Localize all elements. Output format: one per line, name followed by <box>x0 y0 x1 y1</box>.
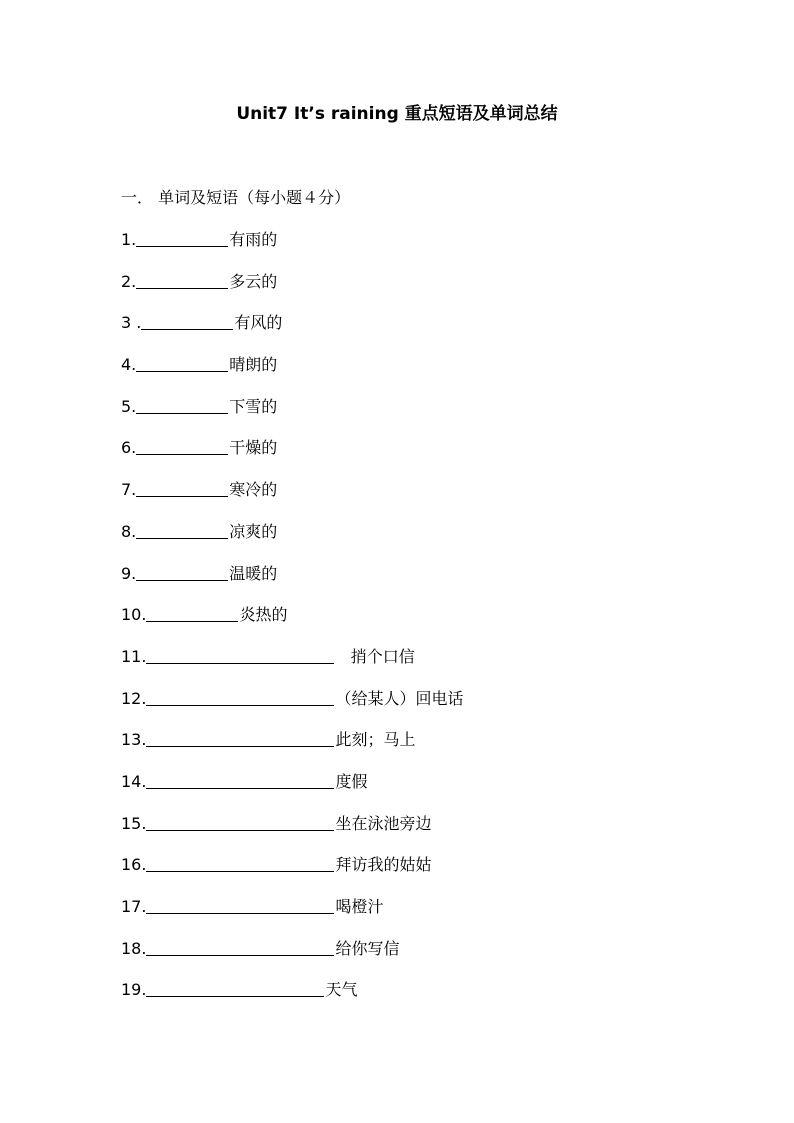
item-meaning: 干燥的 <box>229 438 278 458</box>
list-item <box>121 645 741 687</box>
item-number: 15. <box>121 813 147 833</box>
answer-blank[interactable] <box>136 436 228 455</box>
list-item <box>121 228 741 270</box>
item-number: 12. <box>121 688 147 708</box>
item-meaning: 下雪的 <box>229 396 278 416</box>
list-item <box>121 520 741 562</box>
item-number: 17. <box>121 897 147 916</box>
item-number: 2. <box>121 271 137 291</box>
item-meaning: 天气 <box>325 980 358 1000</box>
section-heading: 一． 单词及短语（每小题４分） <box>121 188 351 207</box>
exercise-list <box>121 228 741 1020</box>
item-number: 1. <box>121 230 137 249</box>
list-item <box>121 353 741 395</box>
list-item <box>121 770 741 812</box>
list-item <box>121 603 741 645</box>
list-item <box>121 978 741 1020</box>
list-item <box>121 853 741 895</box>
item-meaning: 此刻；马上 <box>335 730 416 750</box>
item-number: 18. <box>121 938 147 958</box>
item-meaning: 多云的 <box>229 271 278 291</box>
answer-blank[interactable] <box>146 687 334 706</box>
item-meaning: 晴朗的 <box>229 355 278 375</box>
answer-blank[interactable] <box>141 311 233 330</box>
list-item <box>121 478 741 520</box>
item-number: 16. <box>121 855 147 875</box>
item-meaning: 有雨的 <box>229 230 278 249</box>
item-number: 4. <box>121 355 137 375</box>
item-number: 19. <box>121 980 147 1000</box>
item-number: 7. <box>121 480 137 500</box>
list-item <box>121 937 741 979</box>
answer-blank[interactable] <box>136 395 228 414</box>
item-meaning: 给你写信 <box>335 938 400 958</box>
item-meaning: 拜访我的姑姑 <box>335 855 432 875</box>
item-number: 9. <box>121 563 137 583</box>
list-item <box>121 687 741 729</box>
item-meaning: 凉爽的 <box>229 521 278 541</box>
item-meaning: 炎热的 <box>239 605 288 625</box>
item-number: 10. <box>121 605 147 625</box>
answer-blank[interactable] <box>136 228 228 247</box>
item-number: 11. <box>121 646 147 666</box>
item-number: 8. <box>121 521 137 541</box>
item-meaning: 寒冷的 <box>229 480 278 500</box>
answer-blank[interactable] <box>146 603 238 622</box>
list-item <box>121 436 741 478</box>
item-meaning: 坐在泳池旁边 <box>335 813 432 833</box>
list-item <box>121 562 741 604</box>
answer-blank[interactable] <box>146 728 334 747</box>
answer-blank[interactable] <box>136 520 228 539</box>
answer-blank[interactable] <box>136 270 228 289</box>
answer-blank[interactable] <box>146 978 324 997</box>
item-meaning: 捎个口信 <box>335 646 415 666</box>
answer-blank[interactable] <box>136 562 228 581</box>
item-number: 13. <box>121 730 147 750</box>
answer-blank[interactable] <box>146 895 334 914</box>
item-meaning: 温暖的 <box>229 563 278 583</box>
answer-blank[interactable] <box>146 645 334 664</box>
page-title: Unit7 It’s raining 重点短语及单词总结 <box>236 104 558 124</box>
item-meaning: 度假 <box>335 771 368 791</box>
item-meaning: 喝橙汁 <box>335 897 384 916</box>
answer-blank[interactable] <box>136 353 228 372</box>
answer-blank[interactable] <box>146 937 334 956</box>
answer-blank[interactable] <box>146 812 334 831</box>
item-number: 6. <box>121 438 137 458</box>
list-item <box>121 728 741 770</box>
list-item <box>121 270 741 312</box>
item-meaning: （给某人）回电话 <box>335 688 464 708</box>
list-item <box>121 812 741 854</box>
item-number: 3 . <box>121 313 142 333</box>
item-number: 5. <box>121 396 137 416</box>
list-item <box>121 895 741 937</box>
item-meaning: 有风的 <box>234 313 283 333</box>
answer-blank[interactable] <box>136 478 228 497</box>
list-item <box>121 311 741 353</box>
answer-blank[interactable] <box>146 770 334 789</box>
item-number: 14. <box>121 771 147 791</box>
list-item <box>121 395 741 437</box>
answer-blank[interactable] <box>146 853 334 872</box>
